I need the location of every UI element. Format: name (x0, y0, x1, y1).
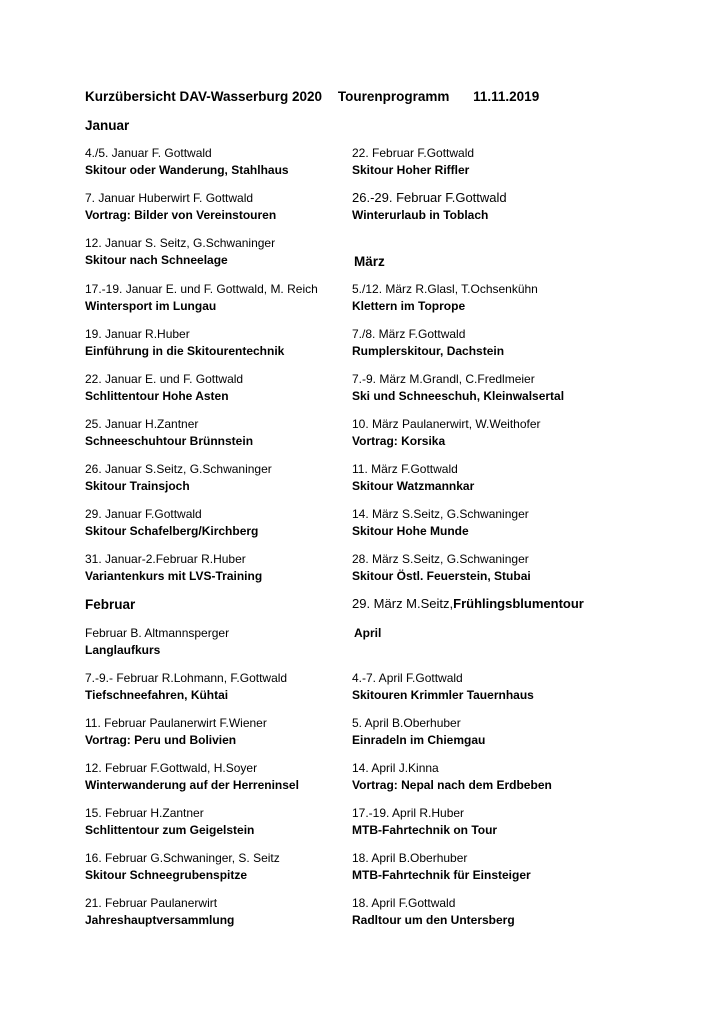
tour-date-leader: 4./5. Januar F. Gottwald (85, 146, 212, 160)
tour-title: Skitour Schneegrubenspitze (85, 868, 248, 882)
tour-date-leader: 26. Januar S.Seitz, G.Schwaninger (85, 462, 272, 476)
tour-entry (85, 371, 243, 405)
tour-title: Radltour um den Untersberg (352, 913, 515, 927)
tour-date-leader: 28. März S.Seitz, G.Schwaninger (352, 552, 529, 566)
tour-date-leader: 31. Januar-2.Februar R.Huber (85, 552, 246, 566)
tour-date-leader: 29. Januar F.Gottwald (85, 507, 202, 521)
tour-entry (85, 416, 253, 450)
tour-entry (85, 670, 287, 704)
tour-date-leader: 7.-9.- Februar R.Lohmann, F.Gottwald (85, 671, 288, 685)
tour-date-leader: 14. April J.Kinna (352, 761, 439, 775)
tour-entry (352, 190, 507, 224)
tour-entry (85, 895, 234, 929)
tour-date-leader: Februar B. Altmannsperger (85, 626, 230, 640)
tour-entry (85, 461, 272, 495)
tour-entry (85, 805, 254, 839)
tour-date-leader: 12. Februar F.Gottwald, H.Soyer (85, 761, 258, 775)
tour-title: Schneeschuhtour Brünnstein (85, 434, 254, 448)
tour-date-leader: 11. März F.Gottwald (352, 462, 458, 476)
tour-title: Skitour Trainsjoch (85, 479, 190, 493)
tour-entry (352, 371, 564, 405)
tour-title: Einradeln im Chiemgau (352, 733, 486, 747)
tour-date-leader: 7.-9. März M.Grandl, C.Fredlmeier (352, 372, 535, 386)
tour-title: MTB-Fahrtechnik on Tour (352, 823, 498, 837)
tour-title: Jahreshauptversammlung (85, 913, 235, 927)
tour-entry (85, 190, 276, 224)
tour-entry (352, 805, 497, 839)
tour-title: Wintersport im Lungau (85, 299, 217, 313)
tour-entry (352, 715, 485, 749)
tour-date-leader: 18. April B.Oberhuber (352, 851, 468, 865)
tour-entry (85, 760, 299, 794)
tour-entry (85, 506, 258, 540)
tour-entry (352, 281, 538, 315)
document-title: Kurzübersicht DAV-Wasserburg 2020 (85, 89, 323, 104)
tour-date-leader: 19. Januar R.Huber (85, 327, 190, 341)
tour-title: Skitour Watzmannkar (352, 479, 475, 493)
document-date: 11.11.2019 (473, 89, 540, 104)
tour-title: Vortrag: Bilder von Vereinstouren (85, 208, 277, 222)
tour-entry (352, 551, 531, 585)
tour-entry (352, 145, 474, 179)
tour-date-leader: 17.-19. April R.Huber (352, 806, 465, 820)
tour-date-leader: 12. Januar S. Seitz, G.Schwaninger (85, 236, 276, 250)
tour-title: Vortrag: Nepal nach dem Erdbeben (352, 778, 552, 792)
tour-entry (352, 506, 529, 540)
tour-title: Winterurlaub in Toblach (352, 208, 489, 222)
tour-entry (85, 235, 275, 269)
tour-date-leader: 7. Januar Huberwirt F. Gottwald (85, 191, 254, 205)
tour-title: Einführung in die Skitourentechnik (85, 344, 285, 358)
tour-date-leader: 22. Januar E. und F. Gottwald (85, 372, 244, 386)
tour-date-leader: 16. Februar G.Schwaninger, S. Seitz (85, 851, 280, 865)
tour-entry (85, 551, 262, 585)
tour-title: Rumplerskitour, Dachstein (352, 344, 505, 358)
tour-title: Skitour Hohe Munde (352, 524, 469, 538)
tour-entry-fruehlingsblumentour (352, 596, 584, 612)
tour-entry (85, 715, 267, 749)
tour-entry (85, 281, 318, 315)
tour-date-leader: 22. Februar F.Gottwald (352, 146, 475, 160)
tour-title: Skitour nach Schneelage (85, 253, 228, 267)
tour-title: Skitour Hoher Riffler (352, 163, 470, 177)
tour-date-leader: 25. Januar H.Zantner (85, 417, 199, 431)
tour-title: Skitour oder Wanderung, Stahlhaus (85, 163, 289, 177)
tour-title: Skitouren Krimmler Tauernhaus (352, 688, 534, 702)
tour-date-leader: 15. Februar H.Zantner (85, 806, 204, 820)
tour-entry (85, 625, 229, 659)
tour-title: Langlaufkurs (85, 643, 161, 657)
tour-date-leader: 14. März S.Seitz, G.Schwaninger (352, 507, 529, 521)
tour-title: Tiefschneefahren, Kühtai (85, 688, 229, 702)
tour-date-leader: 5. April B.Oberhuber (352, 716, 461, 730)
tour-entry (352, 326, 504, 360)
tour-entry (352, 895, 515, 929)
tour-date-leader: 5./12. März R.Glasl, T.Ochsenkühn (352, 282, 538, 296)
tour-title: Winterwanderung auf der Herreninsel (85, 778, 299, 792)
tour-date-leader: 4.-7. April F.Gottwald (352, 671, 463, 685)
tour-date-leader: 10. März Paulanerwirt, W.Weithofer (352, 417, 541, 431)
tour-date-leader (352, 596, 584, 612)
tour-title: MTB-Fahrtechnik für Einsteiger (352, 868, 531, 882)
tour-entry (85, 326, 284, 360)
tour-entry (85, 850, 280, 884)
tour-date-leader: 21. Februar Paulanerwirt (85, 896, 218, 910)
month-heading-februar: Februar (85, 597, 136, 612)
tour-title: Vortrag: Korsika (352, 434, 446, 448)
tour-date-leader-prefix: 29. März M.Seitz, (352, 596, 454, 611)
tour-title: Skitour Schafelberg/Kirchberg (85, 524, 259, 538)
month-heading-april: April (354, 626, 382, 640)
tour-date-leader: 7./8. März F.Gottwald (352, 327, 466, 341)
document-header (85, 89, 539, 104)
tour-title: Vortrag: Peru und Bolivien (85, 733, 237, 747)
tour-title: Klettern im Toprope (352, 299, 466, 313)
month-heading-maerz: März (354, 254, 385, 269)
tour-title: Skitour Östl. Feuerstein, Stubai (352, 569, 531, 583)
tour-title: Variantenkurs mit LVS-Training (85, 569, 263, 583)
tour-entry (352, 760, 552, 794)
tour-date-leader: 26.-29. Februar F.Gottwald (352, 190, 507, 205)
tour-entry (352, 850, 531, 884)
tour-entry (85, 145, 289, 179)
tour-entry (352, 416, 541, 450)
tour-date-leader: 17.-19. Januar E. und F. Gottwald, M. Reich (85, 282, 318, 296)
tour-entry (352, 461, 474, 495)
tour-title-inline: Frühlingsblumentour (453, 596, 584, 611)
tour-date-leader: 18. April F.Gottwald (352, 896, 456, 910)
program-label: Tourenprogramm (337, 89, 450, 104)
tour-title: Schlittentour zum Geigelstein (85, 823, 255, 837)
tour-entry (352, 670, 534, 704)
tour-title: Ski und Schneeschuh, Kleinwalsertal (352, 389, 565, 403)
tour-title: Schlittentour Hohe Asten (85, 389, 229, 403)
month-heading-januar: Januar (85, 118, 130, 133)
tour-date-leader: 11. Februar Paulanerwirt F.Wiener (85, 716, 267, 730)
